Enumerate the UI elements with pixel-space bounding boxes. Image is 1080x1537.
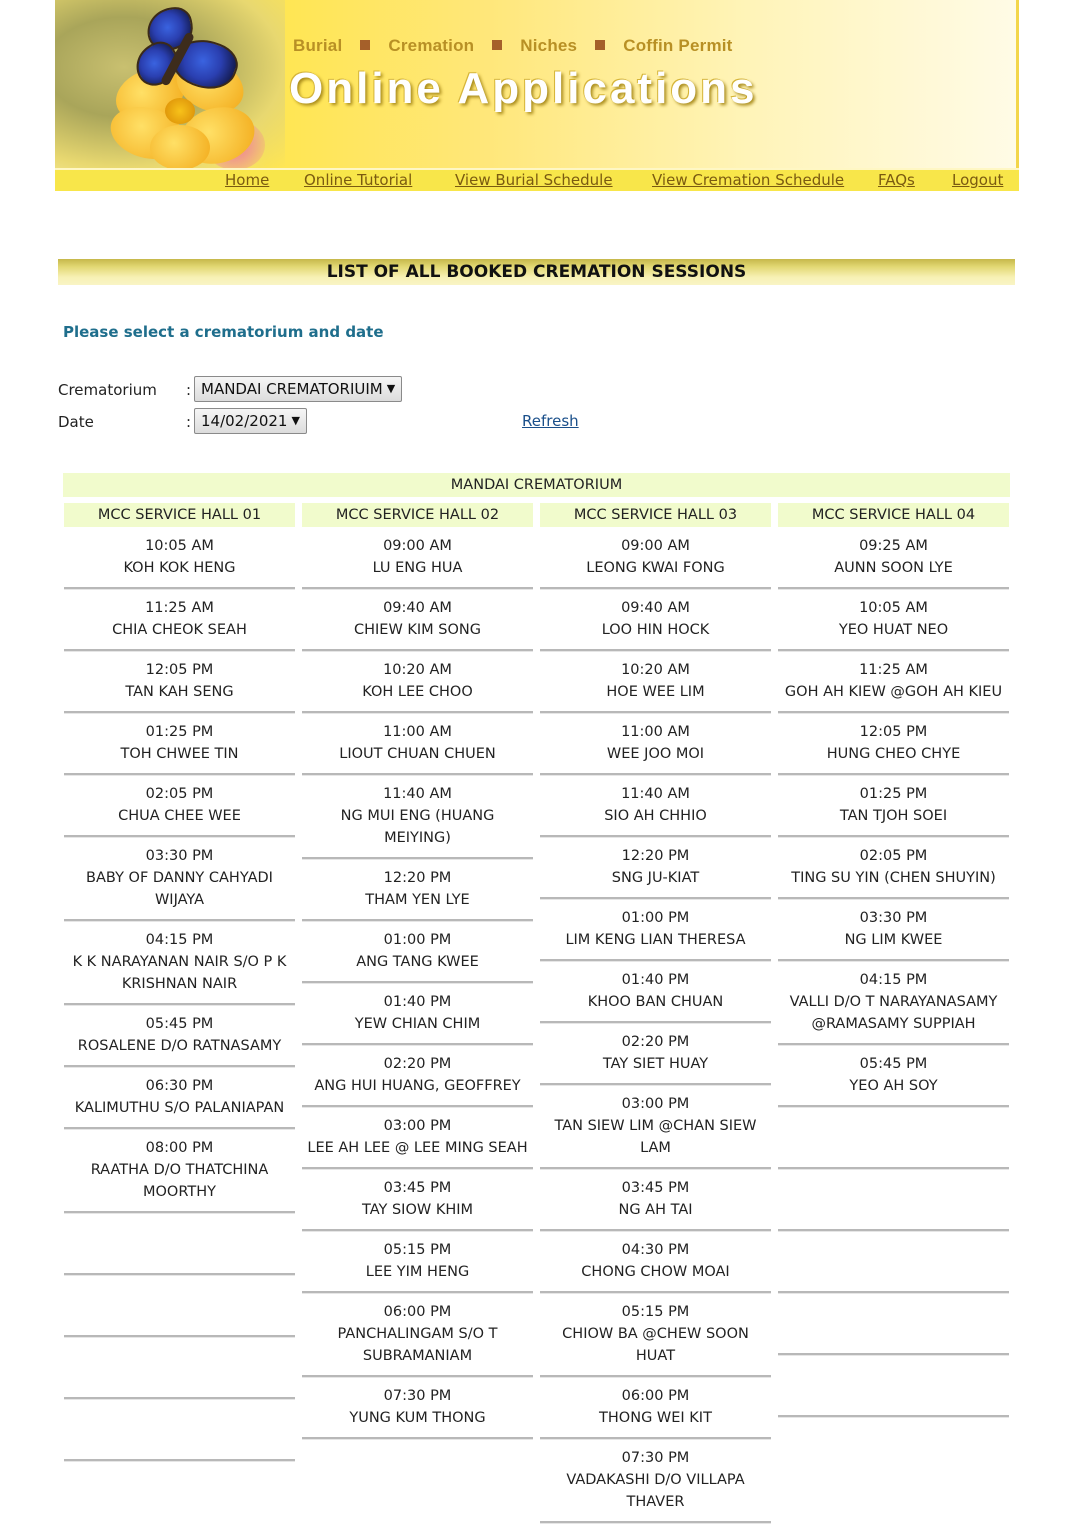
- date-label: Date: [58, 413, 94, 431]
- deceased-name: SNG JU-KIAT: [611, 870, 700, 886]
- deceased-name: VADAKASHI D/O VILLAPA THAVER: [566, 1472, 745, 1510]
- session-slot: [540, 713, 771, 775]
- nav-faqs-link[interactable]: FAQs: [878, 171, 915, 189]
- session-time: 03:00 PM: [621, 1096, 690, 1112]
- square-bullet-icon: [595, 40, 605, 50]
- deceased-name: CHUA CHEE WEE: [118, 808, 241, 824]
- nav-burial-schedule-link[interactable]: View Burial Schedule: [455, 171, 613, 189]
- hall-column: [64, 503, 295, 1461]
- crematorium-label: Crematorium: [58, 381, 157, 399]
- nav-home-link[interactable]: Home: [225, 171, 270, 189]
- deceased-name: TAY SIOW KHIM: [361, 1202, 474, 1218]
- session-slot: [778, 589, 1009, 651]
- deceased-name: LIOUT CHUAN CHUEN: [339, 746, 496, 762]
- session-slot: [778, 899, 1009, 961]
- session-time: 01:40 PM: [383, 994, 452, 1010]
- session-time: 07:30 PM: [383, 1388, 452, 1404]
- session-slot: [540, 961, 771, 1023]
- deceased-name: CHIOW BA @CHEW SOON HUAT: [562, 1326, 749, 1364]
- session-slot: [302, 775, 533, 859]
- banner-link-niches: Niches: [520, 36, 578, 55]
- deceased-name: ANG TANG KWEE: [356, 954, 479, 970]
- session-slot: [778, 1231, 1009, 1293]
- session-slot: [302, 1377, 533, 1439]
- deceased-name: KALIMUTHU S/O PALANIAPAN: [74, 1100, 285, 1116]
- session-slot: [540, 1169, 771, 1231]
- deceased-name: NG AH TAI: [618, 1202, 693, 1218]
- session-slot: [778, 527, 1009, 589]
- crematorium-select-value: MANDAI CREMATORIUIM: [201, 380, 383, 398]
- deceased-name: YUNG KUM THONG: [349, 1410, 486, 1426]
- header-banner: [55, 0, 1019, 168]
- session-slot: [64, 1399, 295, 1461]
- session-slot: [778, 775, 1009, 837]
- session-slot: [302, 1293, 533, 1377]
- session-slot: [64, 713, 295, 775]
- session-slot: [778, 1169, 1009, 1231]
- session-slot: [64, 921, 295, 1005]
- deceased-name: YEO HUAT NEO: [838, 622, 949, 638]
- session-time: 12:20 PM: [383, 870, 452, 886]
- deceased-name: KHOO BAN CHUAN: [587, 994, 724, 1010]
- session-slot: [540, 775, 771, 837]
- session-slot: [64, 527, 295, 589]
- deceased-name: CHIA CHEOK SEAH: [112, 622, 247, 638]
- deceased-name: ROSALENE D/O RATNASAMY: [77, 1038, 282, 1054]
- session-slot: [64, 1275, 295, 1337]
- session-slot: [64, 837, 295, 921]
- deceased-name: KOH KOK HENG: [123, 560, 236, 576]
- deceased-name: THONG WEI KIT: [599, 1410, 712, 1426]
- banner-title: Online Applications: [289, 64, 758, 113]
- session-time: 11:00 AM: [621, 724, 690, 740]
- hall-column: [302, 503, 533, 1439]
- session-time: 09:40 AM: [621, 600, 690, 616]
- banner-link-coffin-permit: Coffin Permit: [623, 36, 733, 55]
- session-slot: [64, 589, 295, 651]
- deceased-name: TOH CHWEE TIN: [120, 746, 239, 762]
- nav-bar: [55, 168, 1019, 191]
- deceased-name: LEE AH LEE @ LEE MING SEAH: [307, 1140, 528, 1156]
- colon: :: [186, 413, 192, 431]
- hall-column: [540, 503, 771, 1523]
- deceased-name: NG MUI ENG (HUANG MEIYING): [340, 808, 495, 846]
- session-slot: [302, 1231, 533, 1293]
- session-slot: [540, 651, 771, 713]
- session-slot: [302, 589, 533, 651]
- session-time: 03:30 PM: [145, 848, 214, 864]
- dropdown-arrow-icon: ▼: [291, 414, 300, 427]
- banner-link-cremation: Cremation: [388, 36, 475, 55]
- session-slot: [64, 775, 295, 837]
- deceased-name: HUNG CHEO CHYE: [826, 746, 961, 762]
- deceased-name: LEE YIM HENG: [365, 1264, 470, 1280]
- session-time: 12:05 PM: [145, 662, 214, 678]
- hall-header: MCC SERVICE HALL 01: [64, 503, 295, 527]
- deceased-name: GOH AH KIEW @GOH AH KIEU: [784, 684, 1003, 700]
- deceased-name: RAATHA D/O THATCHINA MOORTHY: [90, 1162, 269, 1200]
- deceased-name: PANCHALINGAM S/O T SUBRAMANIAM: [337, 1326, 498, 1364]
- session-time: 03:45 PM: [383, 1180, 452, 1196]
- session-slot: [540, 899, 771, 961]
- session-slot: [778, 1107, 1009, 1169]
- deceased-name: BABY OF DANNY CAHYADI WIJAYA: [86, 870, 273, 908]
- session-time: 10:20 AM: [383, 662, 452, 678]
- session-slot: [64, 1337, 295, 1399]
- session-time: 12:20 PM: [621, 848, 690, 864]
- session-time: 07:30 PM: [621, 1450, 690, 1466]
- deceased-name: LU ENG HUA: [372, 560, 463, 576]
- session-time: 11:25 AM: [859, 662, 928, 678]
- deceased-name: YEW CHIAN CHIM: [354, 1016, 481, 1032]
- session-time: 09:40 AM: [383, 600, 452, 616]
- session-slot: [540, 527, 771, 589]
- session-slot: [302, 1169, 533, 1231]
- session-slot: [540, 1377, 771, 1439]
- deceased-name: CHIEW KIM SONG: [353, 622, 482, 638]
- session-time: 10:20 AM: [621, 662, 690, 678]
- session-slot: [64, 1129, 295, 1213]
- session-slot: [540, 1439, 771, 1523]
- session-slot: [302, 859, 533, 921]
- session-slot: [778, 1293, 1009, 1355]
- session-slot: [302, 527, 533, 589]
- deceased-name: HOE WEE LIM: [606, 684, 705, 700]
- deceased-name: AUNN SOON LYE: [834, 560, 953, 576]
- session-slot: [540, 1023, 771, 1085]
- session-slot: [302, 713, 533, 775]
- session-time: 03:00 PM: [383, 1118, 452, 1134]
- session-time: 10:05 AM: [859, 600, 928, 616]
- session-slot: [302, 921, 533, 983]
- session-time: 01:25 PM: [859, 786, 928, 802]
- deceased-name: ANG HUI HUANG, GEOFFREY: [314, 1078, 521, 1094]
- session-time: 09:25 AM: [859, 538, 928, 554]
- deceased-name: TING SU YIN (CHEN SHUYIN): [791, 870, 996, 886]
- session-time: 01:25 PM: [145, 724, 214, 740]
- session-time: 03:45 PM: [621, 1180, 690, 1196]
- session-time: 02:20 PM: [621, 1034, 690, 1050]
- colon: :: [186, 381, 192, 399]
- deceased-name: THAM YEN LYE: [365, 892, 470, 908]
- session-time: 01:00 PM: [383, 932, 452, 948]
- deceased-name: KOH LEE CHOO: [362, 684, 473, 700]
- session-time: 11:40 AM: [383, 786, 452, 802]
- session-slot: [540, 1231, 771, 1293]
- hall-header: MCC SERVICE HALL 03: [540, 503, 771, 527]
- deceased-name: SIO AH CHHIO: [604, 808, 707, 824]
- crematorium-title: MANDAI CREMATORIUM: [63, 473, 1010, 497]
- session-slot: [64, 1005, 295, 1067]
- crematorium-select[interactable]: [194, 376, 402, 402]
- hall-header: MCC SERVICE HALL 04: [778, 503, 1009, 527]
- deceased-name: TAN TJOH SOEI: [839, 808, 948, 824]
- session-slot: [302, 651, 533, 713]
- session-slot: [778, 961, 1009, 1045]
- session-time: 05:45 PM: [145, 1016, 214, 1032]
- session-slot: [64, 651, 295, 713]
- deceased-name: TAN SIEW LIM @CHAN SIEW LAM: [554, 1118, 757, 1156]
- deceased-name: CHONG CHOW MOAI: [581, 1264, 730, 1280]
- hall-header: MCC SERVICE HALL 02: [302, 503, 533, 527]
- session-time: 02:20 PM: [383, 1056, 452, 1072]
- session-time: 11:25 AM: [145, 600, 214, 616]
- banner-service-links: [293, 36, 733, 56]
- session-time: 09:00 AM: [621, 538, 690, 554]
- deceased-name: K K NARAYANAN NAIR S/O P K KRISHNAN NAIR: [72, 954, 287, 992]
- square-bullet-icon: [360, 40, 370, 50]
- deceased-name: LIM KENG LIAN THERESA: [565, 932, 746, 948]
- banner-link-burial: Burial: [293, 36, 343, 55]
- session-time: 06:00 PM: [383, 1304, 452, 1320]
- session-time: 11:00 AM: [383, 724, 452, 740]
- session-slot: [302, 983, 533, 1045]
- session-time: 02:05 PM: [859, 848, 928, 864]
- deceased-name: TAN KAH SENG: [125, 684, 234, 700]
- session-time: 10:05 AM: [145, 538, 214, 554]
- session-slot: [540, 589, 771, 651]
- session-slot: [64, 1213, 295, 1275]
- nav-cremation-schedule-link[interactable]: View Cremation Schedule: [652, 171, 845, 189]
- session-slot: [64, 1067, 295, 1129]
- session-slot: [540, 1085, 771, 1169]
- deceased-name: LOO HIN HOCK: [601, 622, 710, 638]
- session-time: 08:00 PM: [145, 1140, 214, 1156]
- session-slot: [778, 651, 1009, 713]
- nav-tutorial-link[interactable]: Online Tutorial: [304, 171, 413, 189]
- session-slot: [778, 1045, 1009, 1107]
- session-time: 02:05 PM: [145, 786, 214, 802]
- session-slot: [778, 713, 1009, 775]
- session-slot: [540, 1293, 771, 1377]
- session-slot: [778, 1355, 1009, 1417]
- session-time: 11:40 AM: [621, 786, 690, 802]
- page-title: LIST OF ALL BOOKED CREMATION SESSIONS: [58, 259, 1015, 285]
- butterfly-flower-image: [55, 0, 285, 168]
- nav-logout-link[interactable]: Logout: [952, 171, 1004, 189]
- deceased-name: VALLI D/O T NARAYANASAMY @RAMASAMY SUPPIAH: [789, 994, 998, 1032]
- deceased-name: LEONG KWAI FONG: [586, 560, 725, 576]
- square-bullet-icon: [492, 40, 502, 50]
- session-time: 05:15 PM: [621, 1304, 690, 1320]
- session-time: 12:05 PM: [859, 724, 928, 740]
- session-time: 03:30 PM: [859, 910, 928, 926]
- deceased-name: YEO AH SOY: [849, 1078, 938, 1094]
- dropdown-arrow-icon: ▼: [386, 382, 396, 395]
- date-select-value: 14/02/2021: [201, 412, 288, 430]
- session-time: 05:15 PM: [383, 1242, 452, 1258]
- session-slot: [778, 837, 1009, 899]
- session-slot: [302, 1045, 533, 1107]
- instruction-text: Please select a crematorium and date: [63, 323, 384, 341]
- refresh-link[interactable]: Refresh: [522, 412, 579, 430]
- deceased-name: WEE JOO MOI: [606, 746, 705, 762]
- session-time: 04:15 PM: [145, 932, 214, 948]
- session-time: 04:15 PM: [859, 972, 928, 988]
- date-select[interactable]: [194, 408, 307, 434]
- session-time: 04:30 PM: [621, 1242, 690, 1258]
- session-slot: [540, 837, 771, 899]
- deceased-name: TAY SIET HUAY: [602, 1056, 709, 1072]
- session-time: 01:40 PM: [621, 972, 690, 988]
- hall-column: [778, 503, 1009, 1417]
- session-time: 06:30 PM: [145, 1078, 214, 1094]
- session-time: 06:00 PM: [621, 1388, 690, 1404]
- session-time: 05:45 PM: [859, 1056, 928, 1072]
- deceased-name: NG LIM KWEE: [844, 932, 943, 948]
- session-slot: [302, 1107, 533, 1169]
- session-time: 09:00 AM: [383, 538, 452, 554]
- session-time: 01:00 PM: [621, 910, 690, 926]
